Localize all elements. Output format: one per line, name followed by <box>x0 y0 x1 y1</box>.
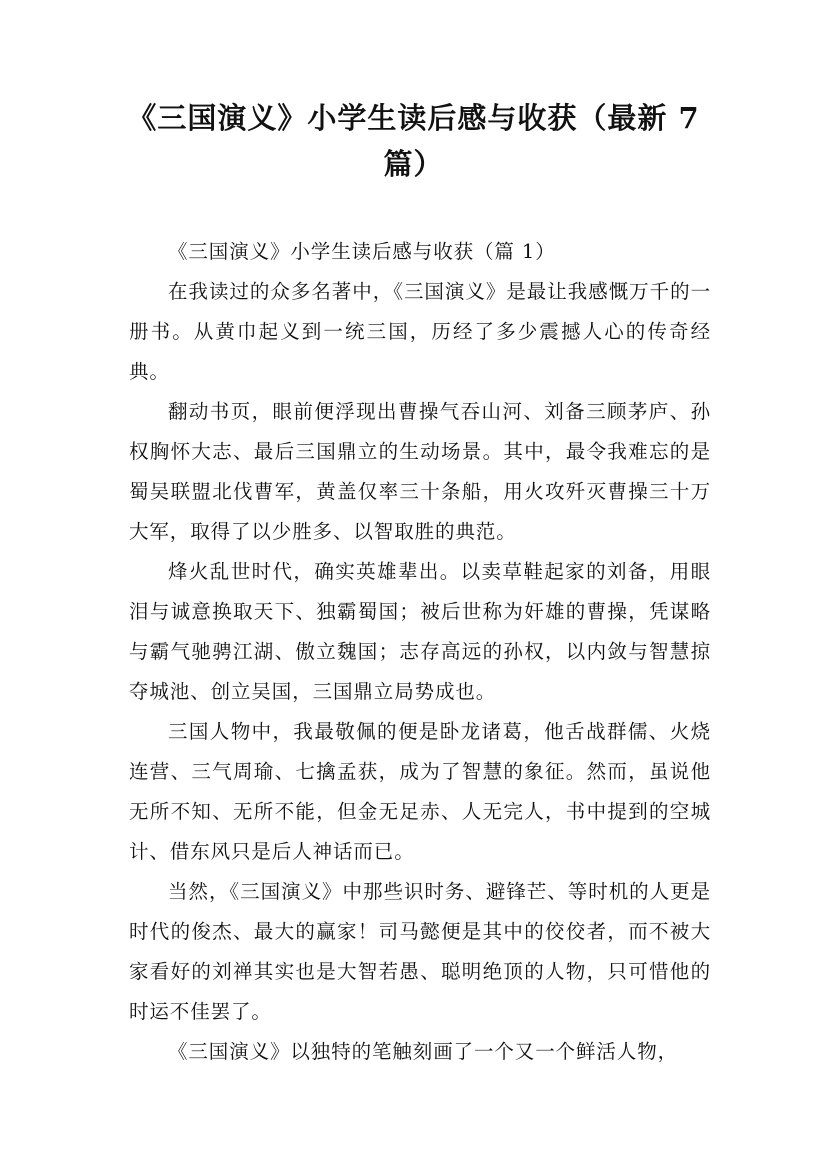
paragraph: 翻动书页，眼前便浮现出曹操气吞山河、刘备三顾茅庐、孙权胸怀大志、最后三国鼎立的生动场景。其中，最令我难忘的是蜀吴联盟北伐曹军，黄盖仅率三十条船，用火攻歼灭曹操三十万大军，取得了以少胜多、以智取胜的典范。 <box>129 400 711 543</box>
document-title: 《三国演义》小学生读后感与收获（最新 7 篇） <box>127 101 700 181</box>
paragraph: 三国人物中，我最敬佩的便是卧龙诸葛，他舌战群儒、火烧连营、三气周瑜、七擒孟获，成为了智慧的象征。然而，虽说他无所不知、无所不能，但金无足赤、人无完人，书中提到的空城计、借东风只是后人神话而已。 <box>129 720 711 863</box>
document-body <box>129 232 711 1072</box>
paragraph: 在我读过的众多名著中，《三国演义》是最让我感慨万千的一册书。从黄巾起义到一统三国，历经了多少震撼人心的传奇经典。 <box>129 280 711 383</box>
paragraph: 烽火乱世时代，确实英雄辈出。以卖草鞋起家的刘备，用眼泪与诚意换取天下、独霸蜀国；被后世称为奸雄的曹操，凭谋略与霸气驰骋江湖、傲立魏国；志存高远的孙权，以内敛与智慧掠夺城池、创立吴国，三国鼎立局势成也。 <box>129 560 711 703</box>
paragraph: 《三国演义》以独特的笔触刻画了一个又一个鲜活人物， <box>168 1040 679 1063</box>
section-heading: 《三国演义》小学生读后感与收获（篇 1） <box>168 240 556 263</box>
paragraph: 当然，《三国演义》中那些识时务、避锋芒、等时机的人更是时代的俊杰、最大的赢家！司马懿便是其中的佼佼者，而不被大家看好的刘禅其实也是大智若愚、聪明绝顶的人物，只可惜他的时运不佳罢了。 <box>129 880 711 1023</box>
